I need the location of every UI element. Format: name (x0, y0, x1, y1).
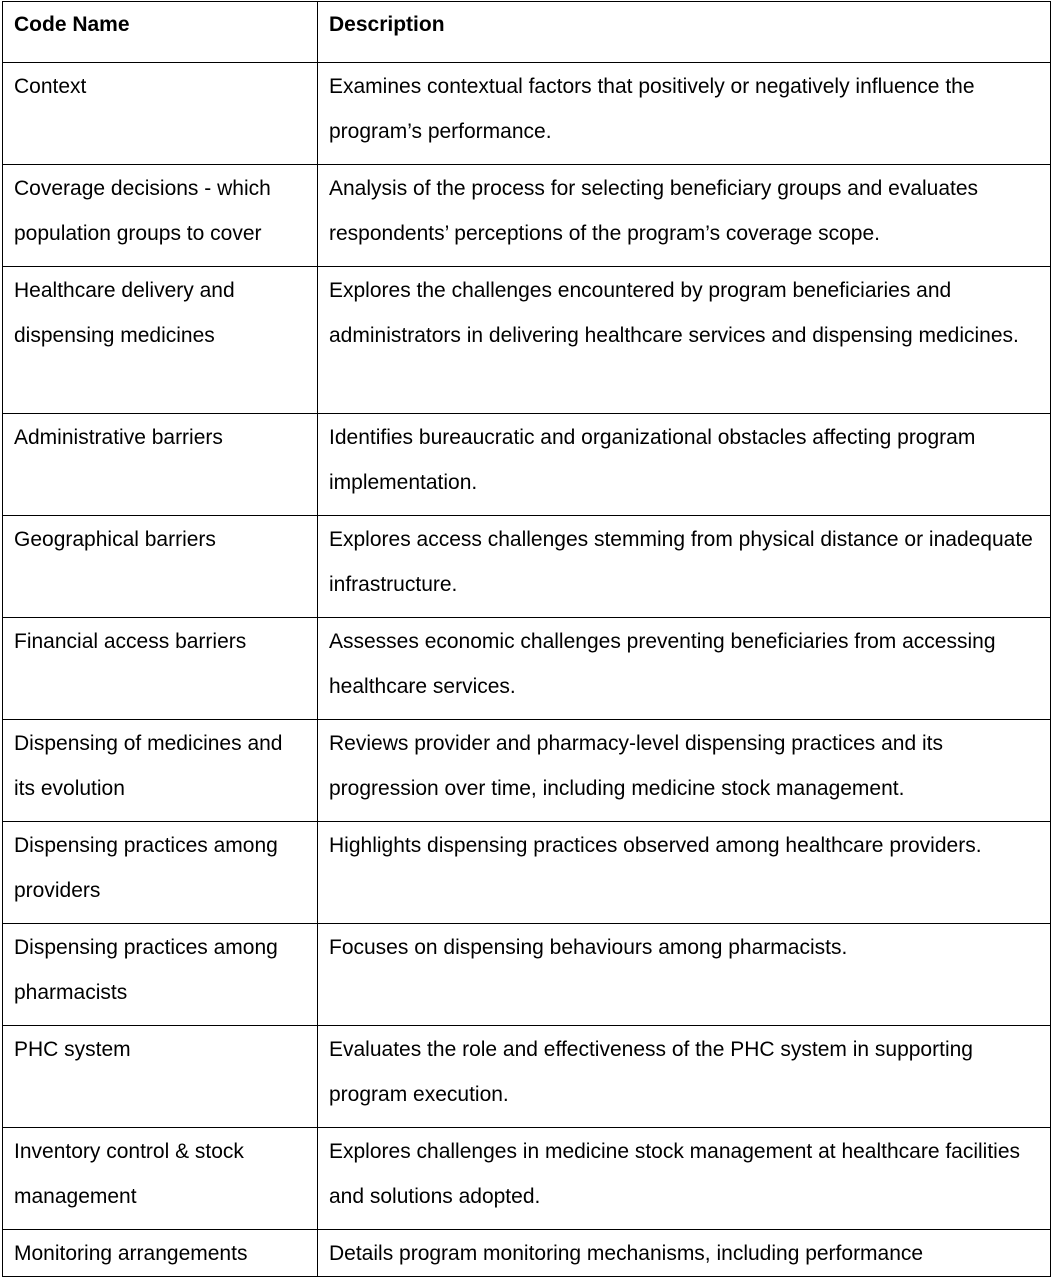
code-name-cell: Geographical barriers (3, 516, 318, 618)
code-name-cell: Coverage decisions - which population groups to cover (3, 165, 318, 267)
table-row (3, 63, 1051, 165)
code-name-cell: Dispensing practices among pharmacists (3, 924, 318, 1026)
table-row (3, 822, 1051, 924)
table-row (3, 414, 1051, 516)
description-cell: Explores the challenges encountered by program beneficiaries and administrators in delivering healthcare services and dispensing medicines. (318, 267, 1051, 414)
description-cell: Identifies bureaucratic and organizational obstacles affecting program implementation. (318, 414, 1051, 516)
table-row (3, 516, 1051, 618)
description-cell: Analysis of the process for selecting beneficiary groups and evaluates respondents’ perceptions of the program’s coverage scope. (318, 165, 1051, 267)
description-cell: Reviews provider and pharmacy-level dispensing practices and its progression over time, including medicine stock management. (318, 720, 1051, 822)
code-name-cell: Healthcare delivery and dispensing medicines (3, 267, 318, 414)
description-cell: Explores access challenges stemming from physical distance or inadequate infrastructure. (318, 516, 1051, 618)
description-cell: Highlights dispensing practices observed among healthcare providers. (318, 822, 1051, 924)
table-row (3, 618, 1051, 720)
table-row (3, 1026, 1051, 1128)
code-name-cell: Financial access barriers (3, 618, 318, 720)
column-header-description: Description (318, 2, 1051, 63)
table-row (3, 924, 1051, 1026)
code-name-cell: Dispensing of medicines and its evolution (3, 720, 318, 822)
table-row (3, 267, 1051, 414)
code-name-cell: Administrative barriers (3, 414, 318, 516)
table-row (3, 165, 1051, 267)
column-header-code-name: Code Name (3, 2, 318, 63)
description-cell: Examines contextual factors that positively or negatively influence the program’s performance. (318, 63, 1051, 165)
description-cell: Explores challenges in medicine stock management at healthcare facilities and solutions adopted. (318, 1128, 1051, 1230)
description-cell: Evaluates the role and effectiveness of the PHC system in supporting program execution. (318, 1026, 1051, 1128)
description-cell: Focuses on dispensing behaviours among pharmacists. (318, 924, 1051, 1026)
table-row (3, 1128, 1051, 1230)
table-header-row (3, 2, 1051, 63)
code-name-cell: Monitoring arrangements (3, 1230, 318, 1277)
code-name-cell: Context (3, 63, 318, 165)
table-row (3, 1230, 1051, 1277)
description-cell: Details program monitoring mechanisms, including performance (318, 1230, 1051, 1277)
table-row (3, 720, 1051, 822)
description-cell: Assesses economic challenges preventing beneficiaries from accessing healthcare services. (318, 618, 1051, 720)
code-name-cell: Inventory control & stock management (3, 1128, 318, 1230)
codes-table (2, 1, 1051, 1277)
code-name-cell: Dispensing practices among providers (3, 822, 318, 924)
code-name-cell: PHC system (3, 1026, 318, 1128)
